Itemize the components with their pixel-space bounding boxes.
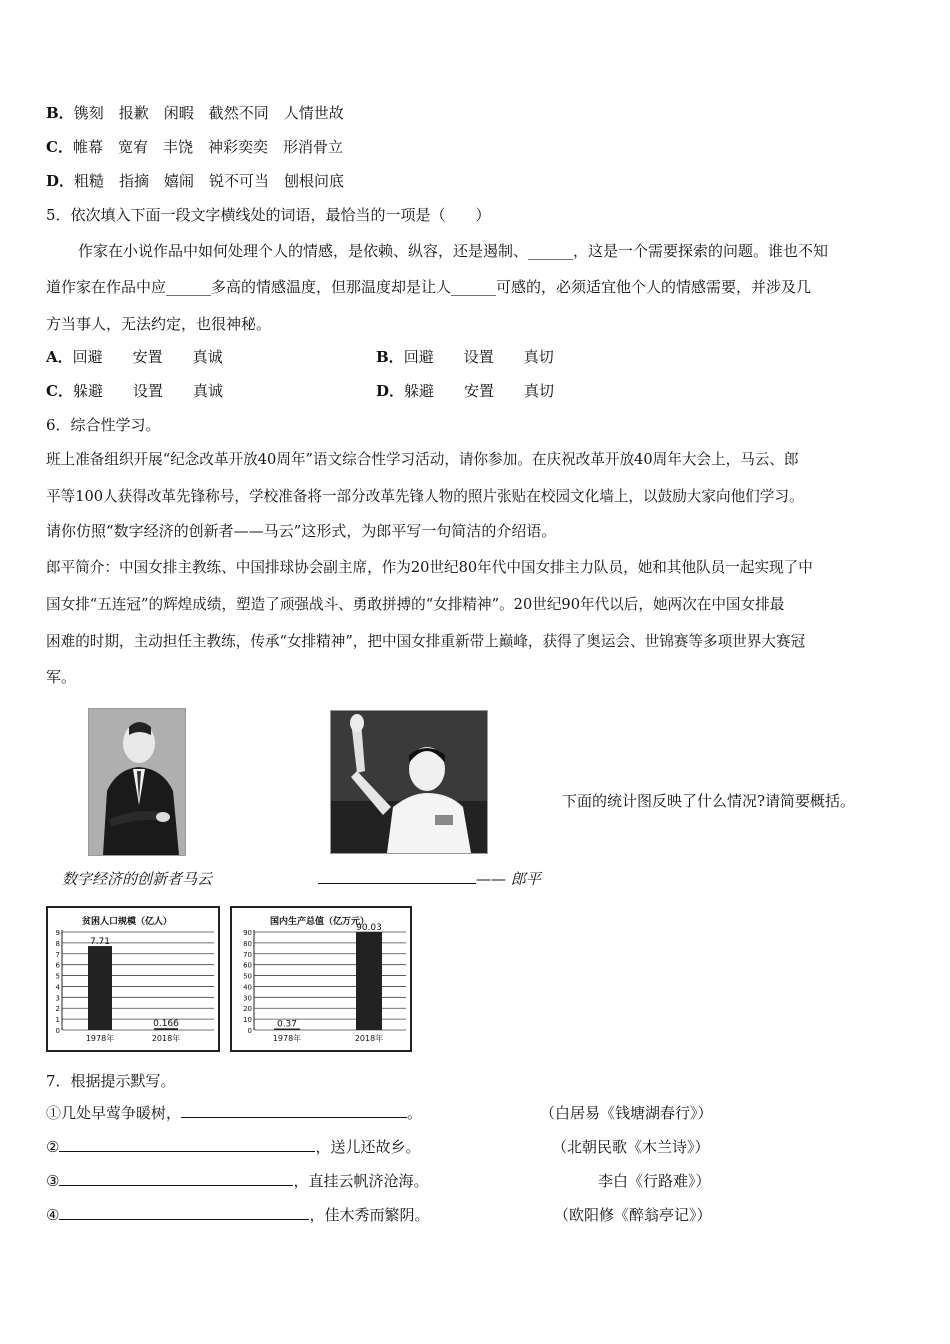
y-tick-label: 0 [55, 1027, 60, 1035]
y-tick-label: 50 [243, 972, 252, 981]
item-number: ③ [46, 1172, 60, 1190]
chart-title: 贫困人口规模（亿人） [82, 917, 173, 927]
chart-gdp-plot [232, 908, 410, 1050]
q5-option-b [376, 346, 554, 367]
item-before: 几处早莺争暖树， [61, 1104, 182, 1122]
item-after: ，佳木秀而繁阴。 [309, 1206, 430, 1224]
option-label: D． [46, 172, 75, 190]
bar-1978年 [88, 946, 112, 1030]
ma-yun-photo [88, 708, 186, 856]
option-label: B． [376, 348, 404, 366]
x-tick-label: 2018年 [151, 1034, 181, 1043]
q4-option-c [46, 136, 343, 157]
q7-item-3-source: 李白《行路难》） [598, 1172, 711, 1190]
photo-caption-ma-yun: 数字经济的创新者马云 [62, 870, 213, 888]
x-tick-label: 1978年 [272, 1034, 302, 1043]
item-after: ，送儿还故乡。 [315, 1138, 421, 1156]
chart-gdp [230, 906, 412, 1052]
q7-item-2-source: （北朝民歌《木兰诗》） [552, 1138, 710, 1156]
option-label: C． [46, 382, 73, 400]
y-tick-label: 6 [55, 961, 60, 970]
answer-blank[interactable] [181, 1103, 407, 1118]
chart-title: 国内生产总值（亿万元） [270, 917, 370, 927]
y-tick-label: 30 [243, 994, 252, 1003]
q7-title: 7．根据提示默写。 [46, 1072, 176, 1090]
q5-option-a [46, 346, 223, 367]
option-label: A． [46, 348, 73, 366]
y-tick-label: 80 [243, 939, 252, 948]
y-tick-label: 10 [243, 1016, 252, 1025]
q6-paragraph-line: 平等100人获得改革先锋称号，学校准备将一部分改革先锋人物的照片张贴在校园文化墙上，以鼓励大家向他们学习。 [46, 488, 804, 505]
bar-2018年 [356, 932, 382, 1030]
item-number: ④ [46, 1206, 60, 1224]
option-label: D． [376, 382, 405, 400]
y-tick-label: 1 [55, 1016, 60, 1025]
y-tick-label: 90 [243, 929, 252, 937]
option-label: B． [46, 104, 74, 122]
q4-option-b [46, 102, 344, 123]
stat-question: 下面的统计图反映了什么情况?请简要概括。 [562, 792, 856, 810]
item-number: ① [46, 1104, 62, 1122]
q5-paragraph-line: 作家在小说作品中如何处理个人的情感，是依赖、纵容，还是遏制、______，这是一个需要探索的问题。谁也不知 [78, 242, 829, 260]
item-number: ② [46, 1138, 60, 1156]
item-after: 。 [407, 1104, 423, 1122]
woman-waving-image [331, 711, 487, 853]
data-label: 0.166 [153, 1019, 179, 1030]
q7-item-4-source: （欧阳修《醉翁亭记》） [554, 1206, 712, 1224]
y-tick-label: 60 [243, 961, 252, 970]
lang-ping-photo [330, 710, 488, 854]
y-tick-label: 9 [55, 929, 60, 937]
answer-blank[interactable] [59, 1137, 315, 1152]
caption-suffix: —— 郎平 [476, 870, 541, 888]
q7-item-1-source: （白居易《钱塘湖春行》） [540, 1104, 713, 1122]
answer-blank[interactable] [59, 1205, 309, 1220]
data-label: 7.71 [89, 937, 111, 948]
q4-option-d [46, 170, 344, 191]
chart-poverty-plot [48, 908, 218, 1050]
option-text: 躲避 安置 真切 [404, 382, 555, 400]
q7-item-1 [46, 1102, 422, 1123]
y-tick-label: 3 [55, 994, 60, 1003]
q6-title: 6．综合性学习。 [46, 416, 161, 434]
q6-paragraph-line: 班上准备组织开展“纪念改革开放40周年”语文综合性学习活动，请你参加。在庆祝改革开放40周年大会上，马云、郎 [46, 451, 799, 468]
option-text: 回避 安置 真诚 [72, 348, 223, 366]
chart-poverty [46, 906, 220, 1052]
option-text: 躲避 设置 真诚 [72, 382, 223, 400]
option-label: C． [46, 138, 73, 156]
q5-paragraph-line: 方当事人，无法约定，也很神秘。 [46, 315, 272, 333]
q6-paragraph-line: 国女排“五连冠”的辉煌成绩，塑造了顽强战斗、勇敢拼搏的“女排精神”。20世纪90年代以后，她两次在中国女排最 [46, 596, 785, 613]
answer-blank[interactable] [59, 1171, 293, 1186]
item-after: ，直挂云帆济沧海。 [293, 1172, 429, 1190]
q6-paragraph-line: 郎平简介：中国女排主教练、中国排球协会副主席，作为20世纪80年代中国女排主力队员，她和其他队员一起实现了中 [46, 559, 813, 576]
data-label: 0.37 [276, 1019, 298, 1030]
person-in-suit-image [89, 709, 185, 855]
y-tick-label: 8 [55, 939, 60, 948]
q7-item-2 [46, 1136, 420, 1157]
option-text: 回避 设置 真切 [403, 348, 554, 366]
option-text: 帷幕 宽宥 丰饶 神彩奕奕 形消骨立 [72, 138, 343, 156]
y-tick-label: 5 [55, 972, 60, 981]
q7-item-3 [46, 1170, 428, 1191]
option-text: 镌刻 报歉 闲暇 截然不同 人情世故 [73, 104, 344, 122]
photo-caption-lang-ping [318, 868, 541, 889]
y-tick-label: 70 [243, 950, 252, 959]
x-tick-label: 2018年 [354, 1034, 384, 1043]
q5-paragraph-line: 道作家在作品中应______多高的情感温度，但那温度却是让人______可感的，必须适宜他个人的情感需要，并涉及几 [46, 278, 812, 296]
q5-option-d [376, 380, 554, 401]
option-text: 粗糙 指摘 嬉闹 锐不可当 刨根问底 [74, 172, 345, 190]
y-tick-label: 7 [55, 950, 60, 959]
q6-paragraph-line: 请你仿照“数字经济的创新者——马云”这形式，为郎平写一句简洁的介绍语。 [46, 522, 557, 540]
data-label: 90.03 [356, 922, 382, 933]
y-tick-label: 4 [55, 983, 60, 992]
y-tick-label: 0 [247, 1027, 252, 1035]
y-tick-label: 20 [243, 1005, 252, 1014]
q6-paragraph-line: 军。 [46, 668, 77, 686]
q5-option-c [46, 380, 223, 401]
y-tick-label: 40 [243, 983, 252, 992]
y-tick-label: 2 [55, 1005, 60, 1014]
q5-title: 5．依次填入下面一段文字横线处的词语，最恰当的一项是（ ） [46, 206, 491, 224]
answer-blank[interactable] [318, 869, 476, 884]
q6-paragraph-line: 困难的时期，主动担任主教练，传承“女排精神”，把中国女排重新带上巅峰，获得了奥运会、世锦赛等多项世界大赛冠 [46, 633, 806, 650]
x-tick-label: 1978年 [85, 1034, 115, 1043]
q7-item-4 [46, 1204, 429, 1225]
